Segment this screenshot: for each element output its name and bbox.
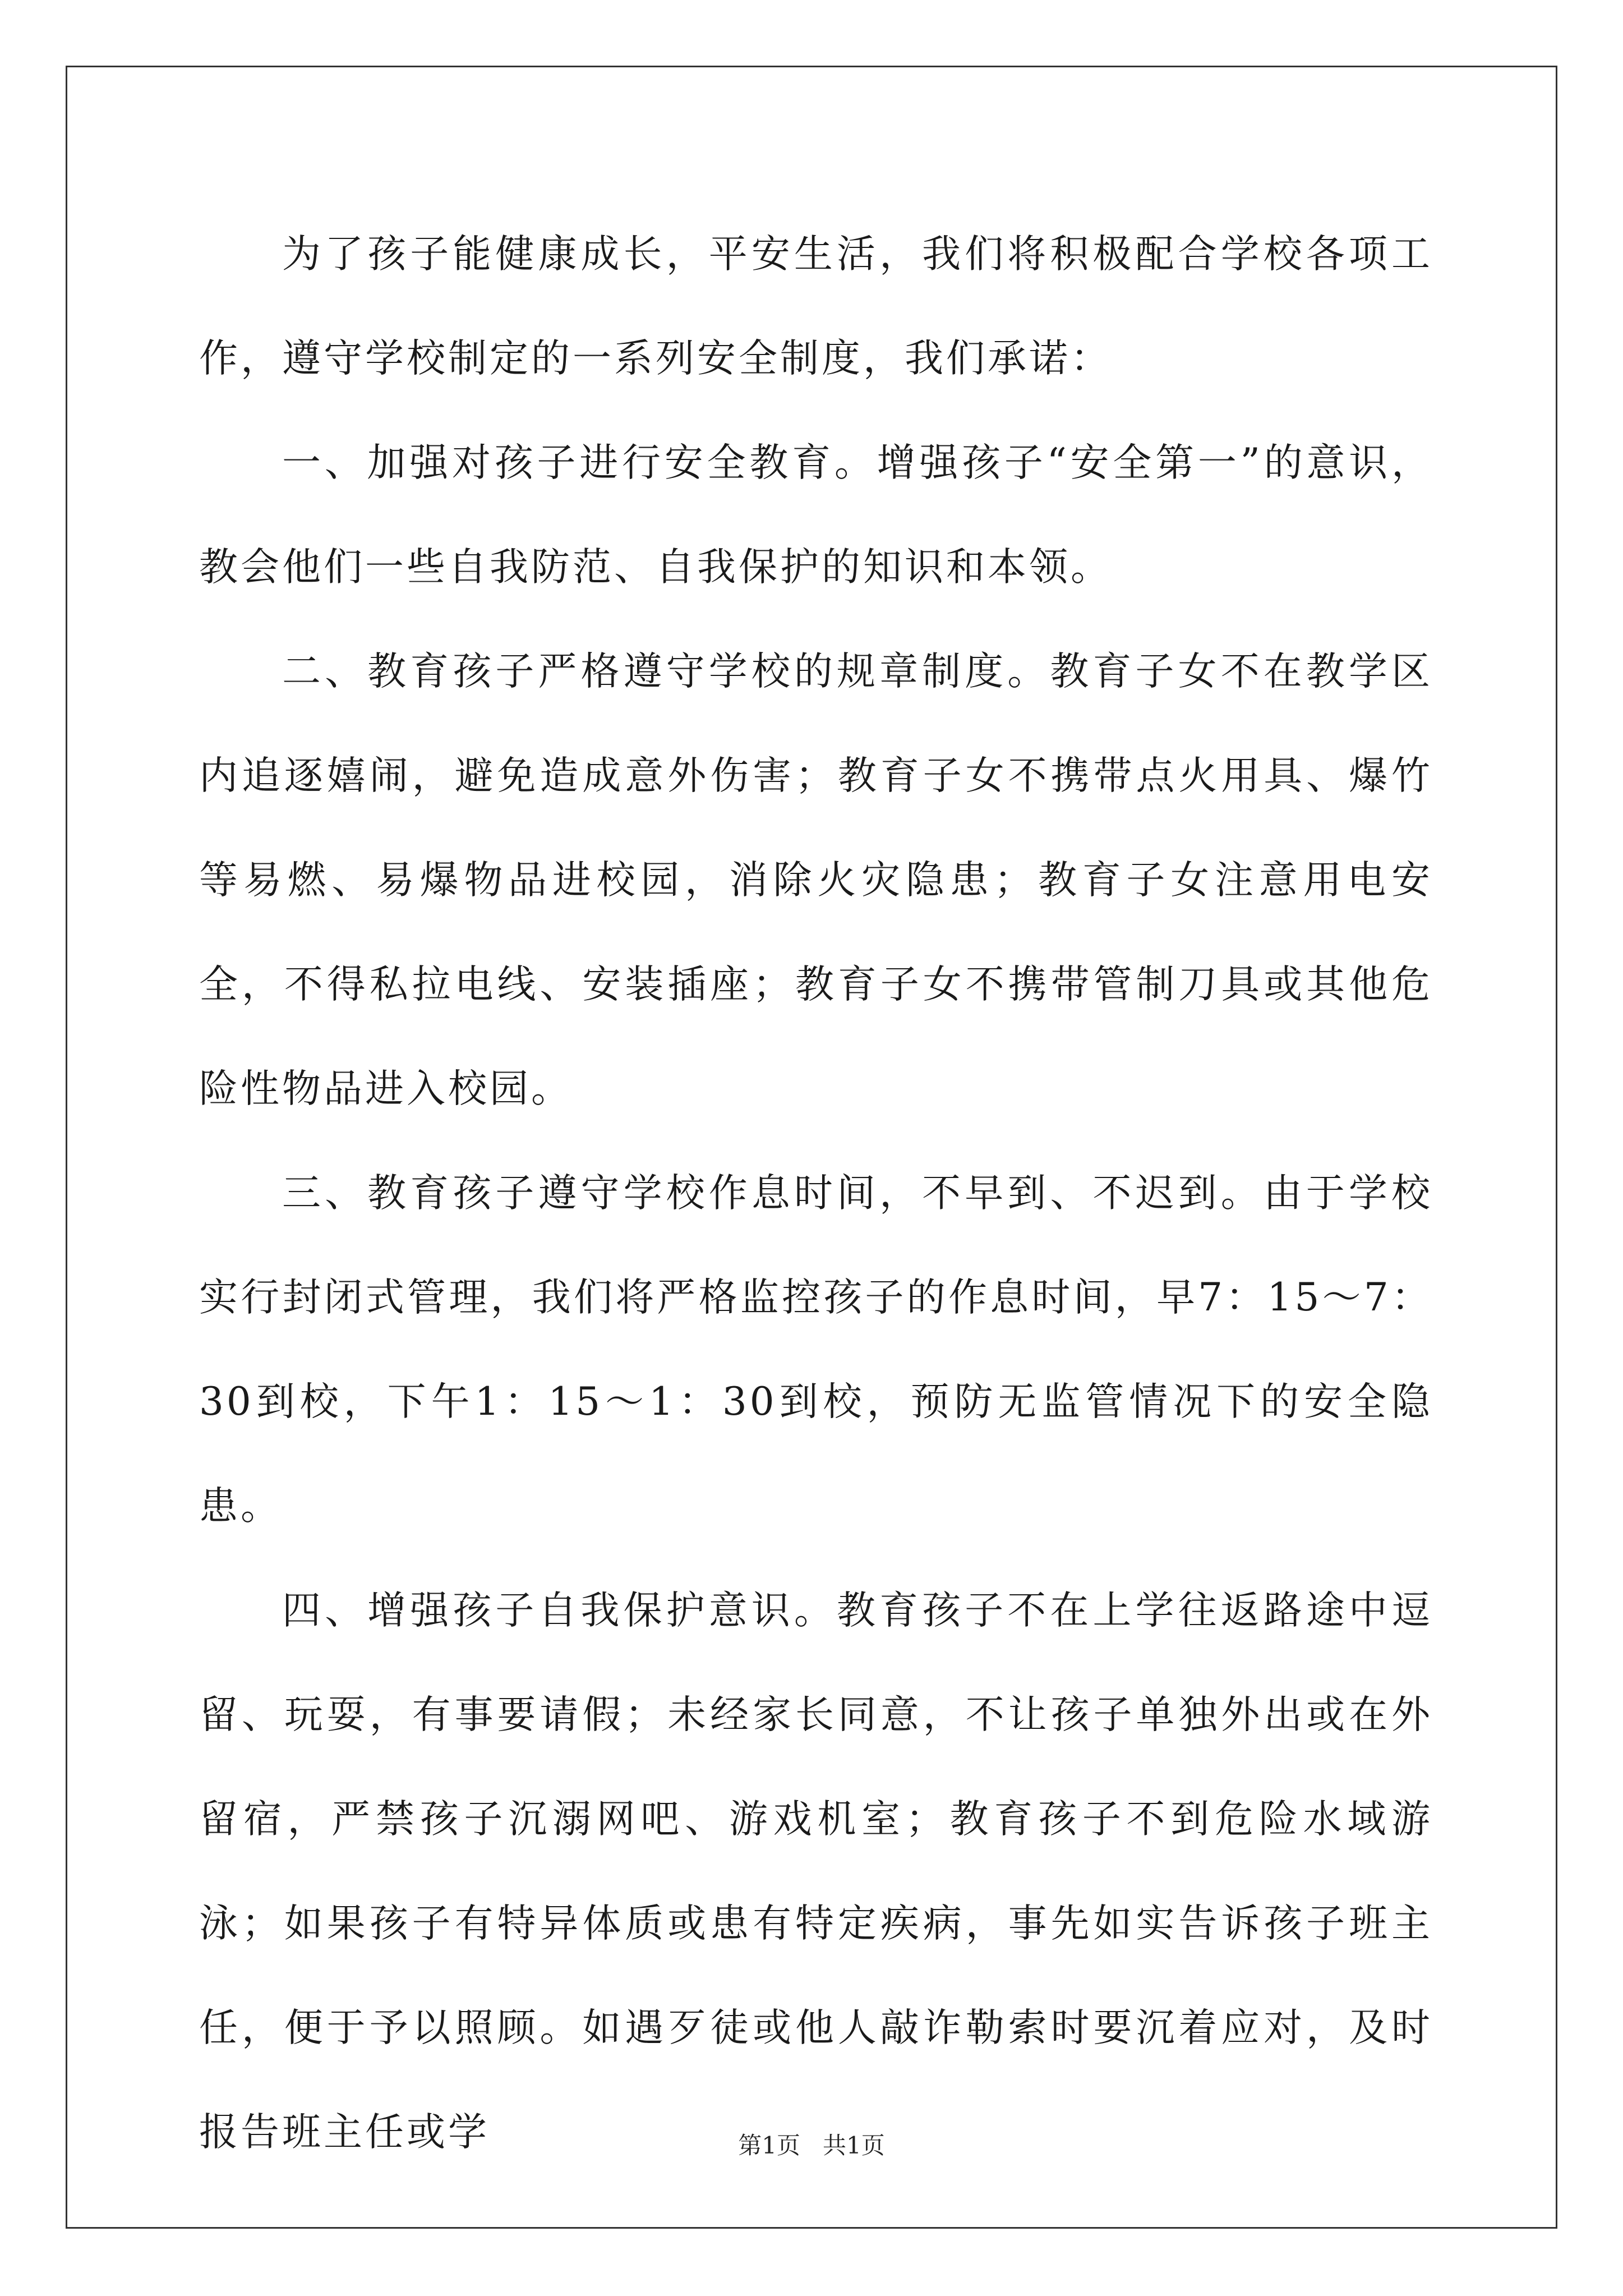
page-number-current: 第1页 — [738, 2132, 800, 2159]
paragraph-item-1: 一、加强对孩子进行安全教育。增强孩子“安全第一”的意识，教会他们一些自我防范、自我保护的知识和本领。 — [199, 440, 1433, 590]
page-number-total: 共1页 — [823, 2132, 885, 2159]
paragraph-item-2: 二、教育孩子严格遵守学校的规章制度。教育子女不在教学区内追逐嬉闹，避免造成意外伤害；教育子女不携带点火用具、爆竹等易燃、易爆物品进校园，消除火灾隐患；教育子女注意用电安全，不得私拉电线、安装插座；教育子女不携带管制刀具或其他危险性物品进入校园。 — [199, 649, 1433, 1111]
page-footer — [0, 2129, 1623, 2162]
paragraph-item-4: 四、增强孩子自我保护意识。教育孩子不在上学往返路途中逗留、玩耍，有事要请假；未经家长同意，不让孩子单独外出或在外留宿，严禁孩子沉溺网吧、游戏机室；教育孩子不到危险水域游泳；如果孩子有特异体质或患有特定疾病，事先如实告诉孩子班主任，便于予以照顾。如遇歹徒或他人敲诈勒索时要沉着应对，及时报告班主任或学 — [199, 1588, 1433, 2155]
document-body — [199, 202, 1433, 2184]
paragraph-intro: 为了孩子能健康成长，平安生活，我们将积极配合学校各项工作，遵守学校制定的一系列安全制度，我们承诺： — [199, 232, 1433, 381]
paragraph-item-3: 三、教育孩子遵守学校作息时间，不早到、不迟到。由于学校实行封闭式管理，我们将严格监控孩子的作息时间，早7：15～7：30到校，下午1：15～1：30到校，预防无监管情况下的安全隐患。 — [199, 1171, 1433, 1529]
